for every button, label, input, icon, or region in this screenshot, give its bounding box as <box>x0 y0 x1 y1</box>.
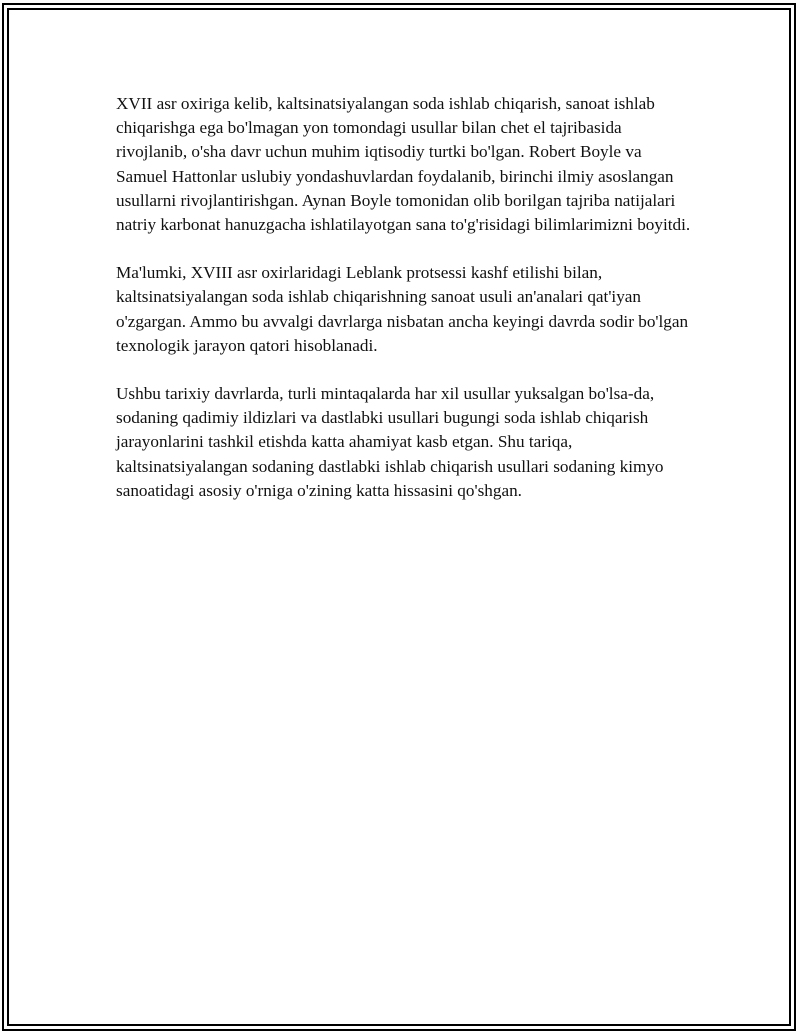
paragraph-3: Ushbu tarixiy davrlarda, turli mintaqalarda har xil usullar yuksalgan bo'lsa-da, sodaning qadimiy ildizlari va dastlabki usullari bugungi soda ishlab chiqarish jarayonlarini tashkil etishda katta ahamiyat kasb etgan. Shu tariqa, kaltsinatsiyalangan sodaning dastlabki ishlab chiqarish usullari sodaning kimyo sanoatidagi asosiy o'rniga o'zining katta hissasini qo'shgan. <box>116 384 664 500</box>
paragraph-1: XVII asr oxiriga kelib, kaltsinatsiyalangan soda ishlab chiqarish, sanoat ishlab chiqarishga ega bo'lmagan yon tomondagi usullar bilan chet el tajribasida rivojlanib, o'sha davr uchun muhim iqtisodiy turtki bo'lgan. Robert Boyle va Samuel Hattonlar uslubiy yondashuvlardan foydalanib, birinchi ilmiy asoslangan usullarni rivojlantirishgan. Aynan Boyle tomonidan olib borilgan tajriba natijalari natriy karbonat hanuzgacha ishlatilayotgan sana to'g'risidagi bilimlarimizni boyitdi. <box>116 94 691 235</box>
document-body <box>116 92 696 527</box>
paragraph-2: Ma'lumki, XVIII asr oxirlaridagi Leblank protsessi kashf etilishi bilan, kaltsinatsiyalangan soda ishlab chiqarishning sanoat usuli an'analari qat'iyan o'zgargan. Ammo bu avvalgi davrlarga nisbatan ancha keyingi davrda sodir bo'lgan texnologik jarayon qatori hisoblanadi. <box>116 263 689 355</box>
